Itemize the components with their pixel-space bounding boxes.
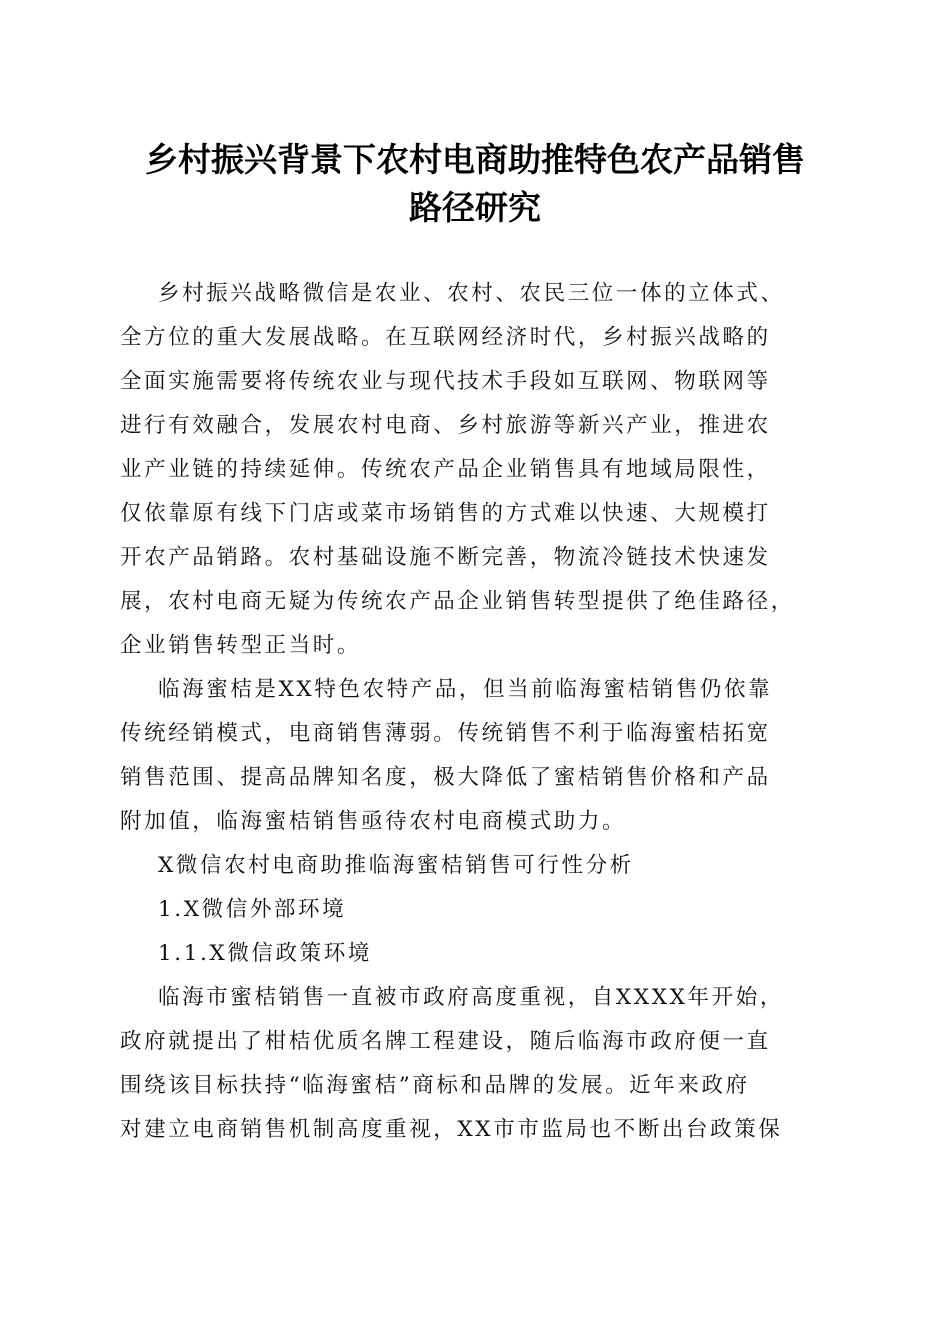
heading-text: 1.X微信外部环境 xyxy=(158,897,347,922)
text-line: 政府就提出了柑桔优质名牌工程建设，随后临海市政府便一直 xyxy=(120,1029,771,1054)
text-line: 围绕该目标扶持“临海蜜桔”商标和品牌的发展。近年来政府 xyxy=(120,1073,750,1098)
text-line: 附加值，临海蜜桔销售亟待农村电商模式助力。 xyxy=(120,809,627,834)
text-line: 乡村振兴战略微信是农业、农村、农民三位一体的立体式、 xyxy=(158,281,785,306)
text-line: 仅依靠原有线下门店或菜市场销售的方式难以快速、大规模打 xyxy=(120,501,771,526)
text-line: 展，农村电商无疑为传统农产品企业销售转型提供了绝佳路径， xyxy=(120,589,795,614)
text-line: 全面实施需要将传统农业与现代技术手段如互联网、物联网等 xyxy=(120,369,771,394)
paragraph xyxy=(120,976,834,1152)
document-body xyxy=(120,272,834,1152)
text-line: 全方位的重大发展战略。在互联网经济时代，乡村振兴战略的 xyxy=(120,325,771,350)
heading-text: X微信农村电商助推临海蜜桔销售可行性分析 xyxy=(158,853,634,878)
text-line: 对建立电商销售机制高度重视，XX市市监局也不断出台政策保 xyxy=(120,1117,783,1142)
text-line: 业产业链的持续延伸。传统农产品企业销售具有地域局限性， xyxy=(120,457,771,482)
subsubsection-heading xyxy=(120,932,834,976)
paragraph xyxy=(120,668,834,844)
text-line: 临海蜜桔是XX特色农特产品，但当前临海蜜桔销售仍依靠 xyxy=(158,677,773,702)
text-line: 传统经销模式，电商销售薄弱。传统销售不利于临海蜜桔拓宽 xyxy=(120,721,771,746)
document-title xyxy=(100,136,850,232)
heading-text: 1.1.X微信政策环境 xyxy=(158,941,372,966)
section-heading xyxy=(120,844,834,888)
title-line-2: 路径研究 xyxy=(409,188,541,227)
text-line: 企业销售转型正当时。 xyxy=(120,633,362,658)
text-line: 进行有效融合，发展农村电商、乡村旅游等新兴产业，推进农 xyxy=(120,413,771,438)
paragraph xyxy=(120,272,834,668)
subsection-heading xyxy=(120,888,834,932)
text-line: 临海市蜜桔销售一直被市政府高度重视，自XXXX年开始， xyxy=(158,985,784,1010)
text-line: 开农产品销路。农村基础设施不断完善，物流冷链技术快速发 xyxy=(120,545,771,570)
text-line: 销售范围、提高品牌知名度，极大降低了蜜桔销售价格和产品 xyxy=(120,765,771,790)
title-line-1: 乡村振兴背景下农村电商助推特色农产品销售 xyxy=(145,140,805,179)
